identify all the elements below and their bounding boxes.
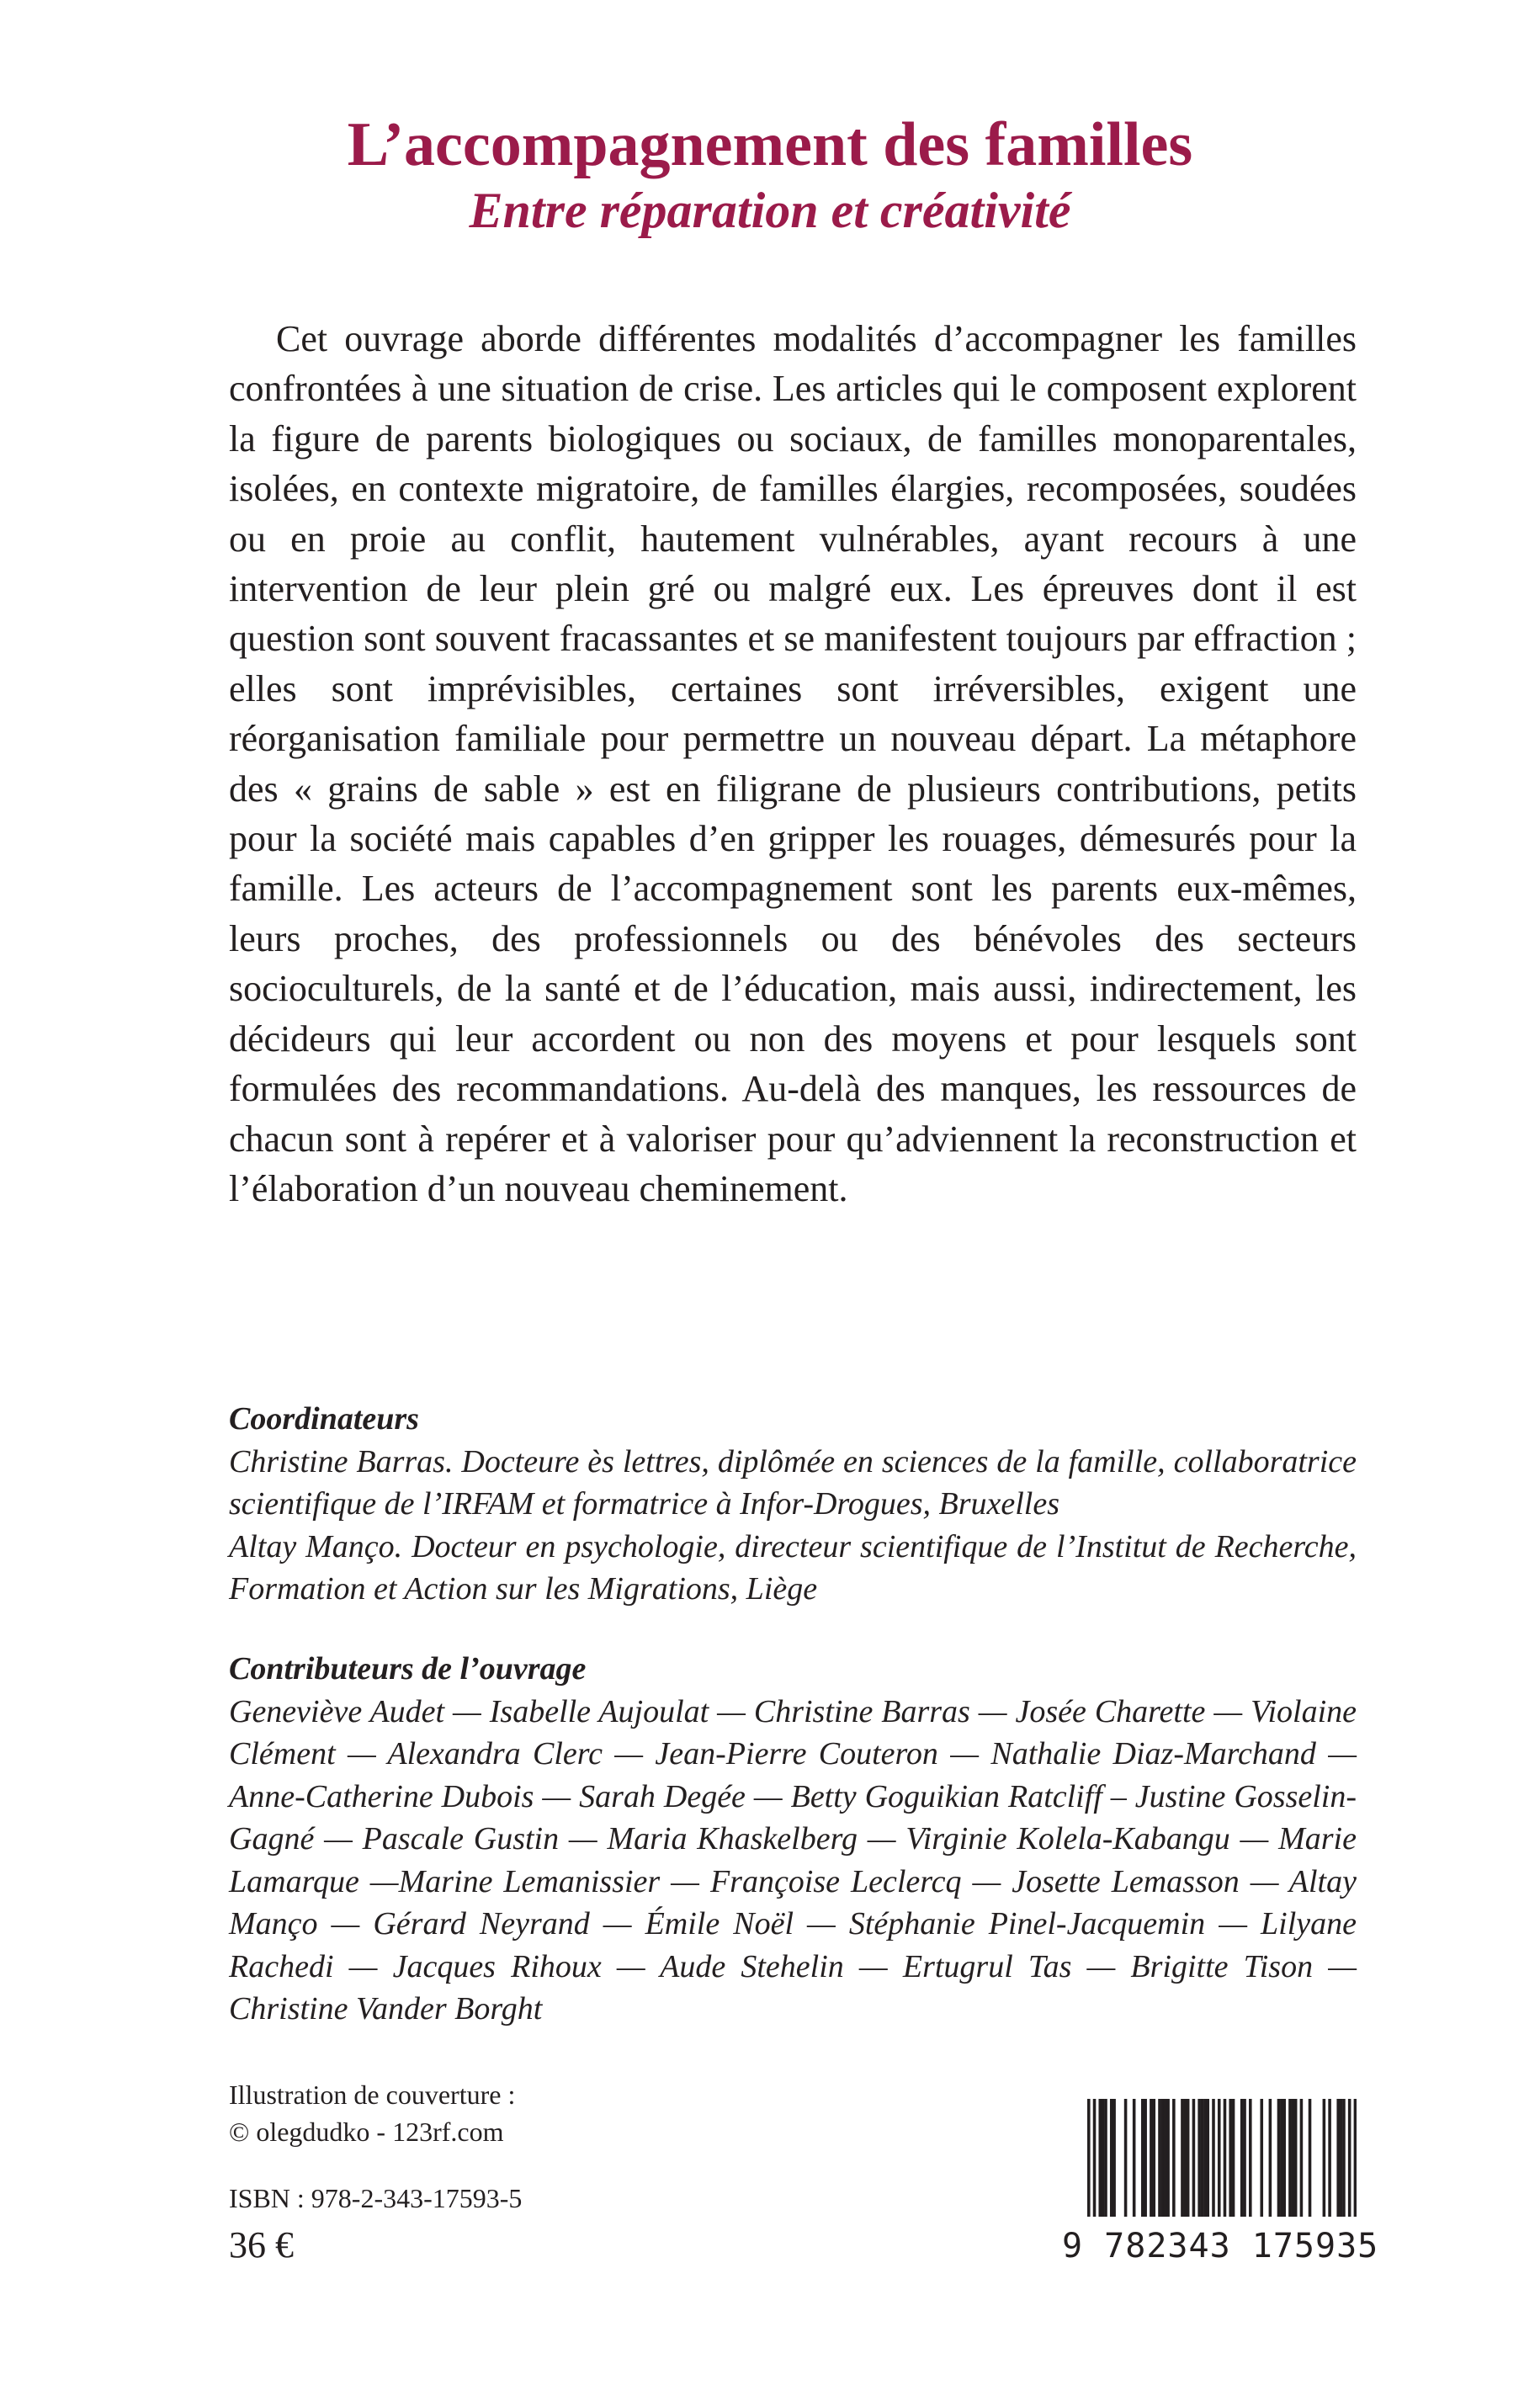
- barcode-bar: [1158, 2099, 1161, 2217]
- barcode-bar: [1243, 2099, 1246, 2217]
- coordinators-section: [229, 1398, 1357, 1611]
- credit-label: Illustration de couverture :: [229, 2080, 516, 2110]
- contributors-label: Contributeurs de l’ouvrage: [229, 1651, 587, 1686]
- barcode-bar: [1328, 2099, 1331, 2217]
- barcode-bar: [1229, 2099, 1232, 2217]
- credit-value: © olegdudko - 123rf.com: [229, 2117, 504, 2147]
- barcode-bar: [1152, 2099, 1155, 2217]
- barcode-bar: [1124, 2099, 1128, 2217]
- barcode-bar: [1309, 2099, 1312, 2217]
- barcode-bar: [1340, 2099, 1343, 2217]
- barcode-bar: [1280, 2099, 1283, 2217]
- barcode-bar: [1141, 2099, 1144, 2217]
- book-subtitle: Entre réparation et créativité: [469, 183, 1071, 238]
- barcode-bar: [1161, 2099, 1165, 2217]
- barcode-bar: [1201, 2099, 1204, 2217]
- barcode-bar: [1294, 2099, 1298, 2217]
- barcode-bar: [1240, 2099, 1244, 2217]
- barcode-bar: [1181, 2099, 1184, 2217]
- barcode-bar: [1336, 2099, 1340, 2217]
- barcode-bar: [1098, 2099, 1102, 2217]
- barcode-bar: [1323, 2099, 1326, 2217]
- barcode-bar: [1269, 2099, 1272, 2217]
- book-title: L’accompagnement des familles: [347, 110, 1193, 179]
- barcode-bar: [1102, 2099, 1105, 2217]
- barcode-bar: [1206, 2099, 1209, 2217]
- barcode-bar: [1184, 2099, 1187, 2217]
- barcode-bar: [1300, 2099, 1304, 2217]
- barcode: [1062, 2099, 1379, 2276]
- cover-illustration-credit: [229, 2076, 515, 2150]
- barcode-bar: [1203, 2099, 1207, 2217]
- barcode-bar: [1192, 2099, 1196, 2217]
- barcode-bar: [1232, 2099, 1235, 2217]
- barcode-bar: [1164, 2099, 1167, 2217]
- barcode-digits: 9 782343 175935: [1062, 2217, 1357, 2276]
- barcode-bar: [1292, 2099, 1295, 2217]
- barcode-bar: [1172, 2099, 1176, 2217]
- barcode-bar: [1110, 2099, 1113, 2217]
- price: 36 €: [229, 2224, 294, 2265]
- contributors-section: [229, 1648, 1357, 2031]
- barcode-bar: [1342, 2099, 1346, 2217]
- barcode-bar: [1144, 2099, 1147, 2217]
- contributors-list: Geneviève Audet — Isabelle Aujoulat — Christine Barras — Josée Charette — Violaine Clément — Alexandra Clerc — Jean-Pierre Couteron — Nathalie Diaz-Marchand — Anne-Catherine Dubois — Sarah Degée — Betty Goguikian Ratcliff – Justine Gosselin-Gagné — Pascale Gustin — Maria Khaskelberg — Virginie Kolela-Kabangu — Marie Lamarque —Marine Lemanissier — Françoise Leclercq — Josette Lemasson — Altay Mançо — Gérard Neyrand — Émile Noël — Stéphanie Pinel-Jacquemin — Lilyane Rachedi — Jacques Rihoux — Aude Stehelin — Ertugrul Tas — Brigitte Tison — Christine Vander Borght: [229, 1693, 1357, 2026]
- barcode-bar: [1150, 2099, 1153, 2217]
- barcode-bar: [1260, 2099, 1263, 2217]
- coordinators-label: Coordinateurs: [229, 1401, 419, 1437]
- barcode-bar: [1104, 2099, 1107, 2217]
- barcode-bar: [1187, 2099, 1190, 2217]
- barcode-bar: [1212, 2099, 1215, 2217]
- coordinator-entry: Altay Mançо. Docteur en psychologie, directeur scientifique de l’Institut de Recherche, Formation et Action sur les Migrations, Liège: [229, 1528, 1357, 1607]
- barcode-bar: [1249, 2099, 1252, 2217]
- barcode-bar: [1288, 2099, 1292, 2217]
- isbn: ISBN : 978-2-343-17593-5: [229, 2183, 523, 2213]
- barcode-bar: [1113, 2099, 1116, 2217]
- barcode-bar: [1277, 2099, 1281, 2217]
- barcode-bar: [1282, 2099, 1286, 2217]
- coordinator-entry: Christine Barras. Docteure ès lettres, diplômée en sciences de la famille, collaboratrice scientifique de l’IRFAM et formatrice à Infor-Drogues, Bruxelles: [229, 1443, 1357, 1522]
- barcode-bar: [1166, 2099, 1170, 2217]
- book-abstract: Cet ouvrage aborde différentes modalités d’accompagner les familles confrontées à une situation de crise. Les articles qui le composent explorent la figure de parents biologiques ou sociaux, de familles monoparentales, isolées, en contexte migratoire, de familles élargies, recomposées, soudées ou en proie au conflit, hautement vulnérables, ayant recours à une intervention de leur plein gré ou malgré eux. Les épreuves dont il est question sont souvent fracassantes et se manifestent toujours par effraction ; elles sont imprévisibles, certaines sont irréversibles, exigent une réorganisation familiale pour permettre un nouveau départ. La métaphore des « grains de sable » est en filigrane de plusieurs contributions, petits pour la société mais capables d’en gripper les rouages, démesurés pour la famille. Les acteurs de l’accompagnement sont les parents eux-mêmes, leurs proches, des professionnels ou des bénévoles des secteurs socioculturels, de la santé et de l’éducation, mais aussi, indirectement, les décideurs qui leur accordent ou non des moyens et pour lesquels sont formulées des recommandations. Au-delà des manques, les ressources de chacun sont à repérer et à valoriser pour qu’adviennent la reconstruction et l’élaboration d’un nouveau cheminement.: [229, 318, 1357, 1209]
- barcode-bar: [1197, 2099, 1201, 2217]
- barcode-bar: [1133, 2099, 1136, 2217]
